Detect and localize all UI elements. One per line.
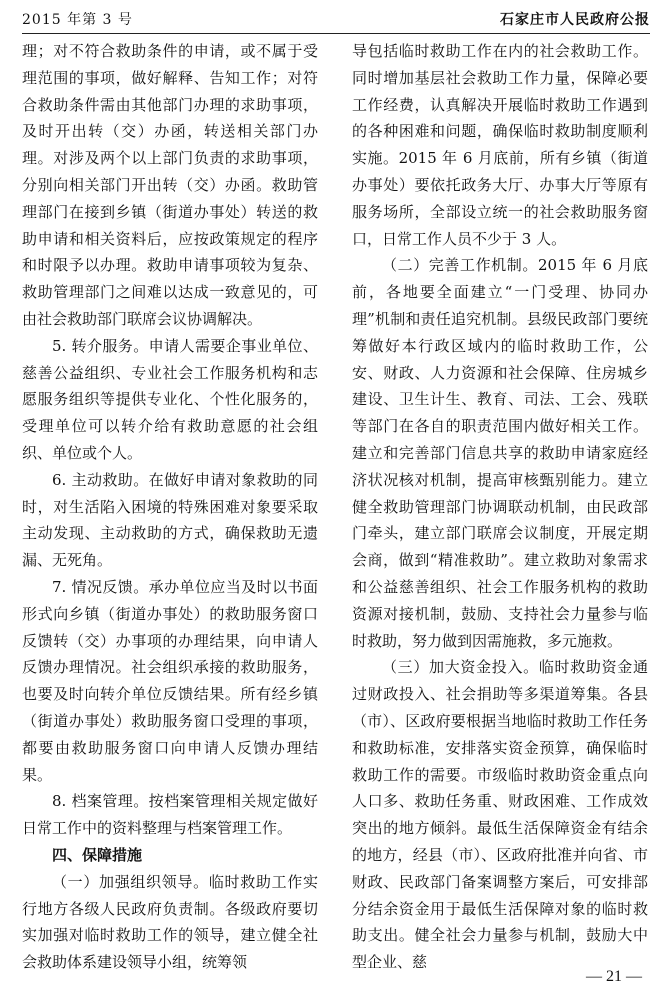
- paragraph-continued: 导包括临时救助工作在内的社会救助工作。同时增加基层社会救助工作力量，保障必要工作经费，认真解决开展临时救助工作遇到的各种困难和问题，确保临时救助制度顺利实施。2015 年 6 月底前，所有乡镇（街道办事处）要依托政务大厅、办事大厅等原有服务场所，全部设立统一的社会救助服务窗口，日常工作人员不少于 3 人。: [352, 42, 648, 248]
- paragraph-feedback: 7. 情况反馈。承办单位应当及时以书面形式向乡镇（街道办事处）的救助服务窗口反馈转（交）办事项的办理结果，向申请人反馈办理情况。社会组织承接的救助服务，也要及时向转介单位反馈结果。所有经乡镇（街道办事处）救助服务窗口受理的事项，都要由救助服务窗口向申请人反馈办理结果。: [22, 577, 318, 784]
- paragraph-archive: 8. 档案管理。按档案管理相关规定做好日常工作中的资料整理与档案管理工作。: [22, 792, 318, 838]
- paragraph-organization-leadership: [22, 869, 318, 976]
- page-number: — 21 —: [586, 968, 642, 985]
- paragraph-body: 临时救助资金通过财政投入、社会捐助等多渠道筹集。各县（市）、区政府要根据当地临时救助工作任务和救助标准，安排落实资金预算，确保临时救助工作的需要。市级临时救助资金重点向人口多、救助任务重、财政困难、工作成效突出的地方倾斜。最低生活保障资金有结余的地方，经县（市）、区政府批准并向省、市财政、民政部门备案调整方案后，可安排部分结余资金用于最低生活保障对象的临时救助支出。健全社会力量参与机制，鼓励大中型企业、慈: [352, 658, 648, 972]
- paragraph-funding: [352, 654, 648, 976]
- paragraph-work-mechanism: [352, 252, 648, 654]
- section-heading-safeguards: 四、保障措施: [52, 845, 143, 864]
- left-column: [22, 38, 318, 976]
- subheading-organization: （一）加强组织领导。: [52, 872, 209, 891]
- issue-label: 2015 年第 3 号: [22, 12, 133, 28]
- publication-title: 石家庄市人民政府公报: [500, 12, 650, 28]
- paragraph-active-assistance: 6. 主动救助。在做好申请对象救助的同时，对生活陷入困境的特殊困难对象要采取主动发现、主动救助的方式，确保救助无遗漏、无死角。: [22, 470, 318, 570]
- paragraph-continued: 理；对不符合救助条件的申请，或不属于受理范围的事项，做好解释、告知工作；对符合救助条件需由其他部门办理的求助事项，及时开出转（交）办函，转送相关部门办理。对涉及两个以上部门负责的求助事项，分别向相关部门开出转（交）办函。救助管理部门在接到乡镇（街道办事处）转送的救助申请和相关资料后，应按政策规定的程序和时限予以办理。救助申请事项较为复杂、救助管理部门之间难以达成一致意见的，可由社会救助部门联席会议协调解决。: [22, 42, 318, 328]
- page-header: [22, 0, 650, 34]
- paragraph-referral-service: 5. 转介服务。申请人需要企事业单位、慈善公益组织、专业社会工作服务机构和志愿服务组织等提供专业化、个性化服务的，受理单位可以转介给有救助意愿的社会组织、单位或个人。: [22, 336, 318, 462]
- paragraph-body: 2015 年 6 月底前，各地要全面建立“一门受理、协同办理”机制和责任追究机制。县级民政部门要统筹做好本行政区域内的临时救助工作，公安、财政、人力资源和社会保障、住房城乡建设、卫生计生、教育、司法、工会、残联等部门在各自的职责范围内做好相关工作。建立和完善部门信息共享的救助申请家庭经济状况核对机制，提高审核甄别能力。建立健全救助管理部门协调联动机制，由民政部门牵头，建立部门联席会议制度，开展定期会商，做到“精准救助”。建立救助对象需求和公益慈善组织、社会工作服务机构的救助资源对接机制，鼓励、支持社会力量参与临时救助，努力做到因需施救，多元施救。: [352, 256, 648, 650]
- right-column: [352, 38, 648, 976]
- subheading-funding: （三）加大资金投入。: [382, 658, 539, 677]
- paragraph-body: 临时救助工作实行地方各级人民政府负责制。各级政府要切实加强对临时救助工作的领导，建立健全社会救助体系建设领导小组，统筹领: [22, 872, 318, 972]
- subheading-mechanism: （二）完善工作机制。: [382, 256, 538, 275]
